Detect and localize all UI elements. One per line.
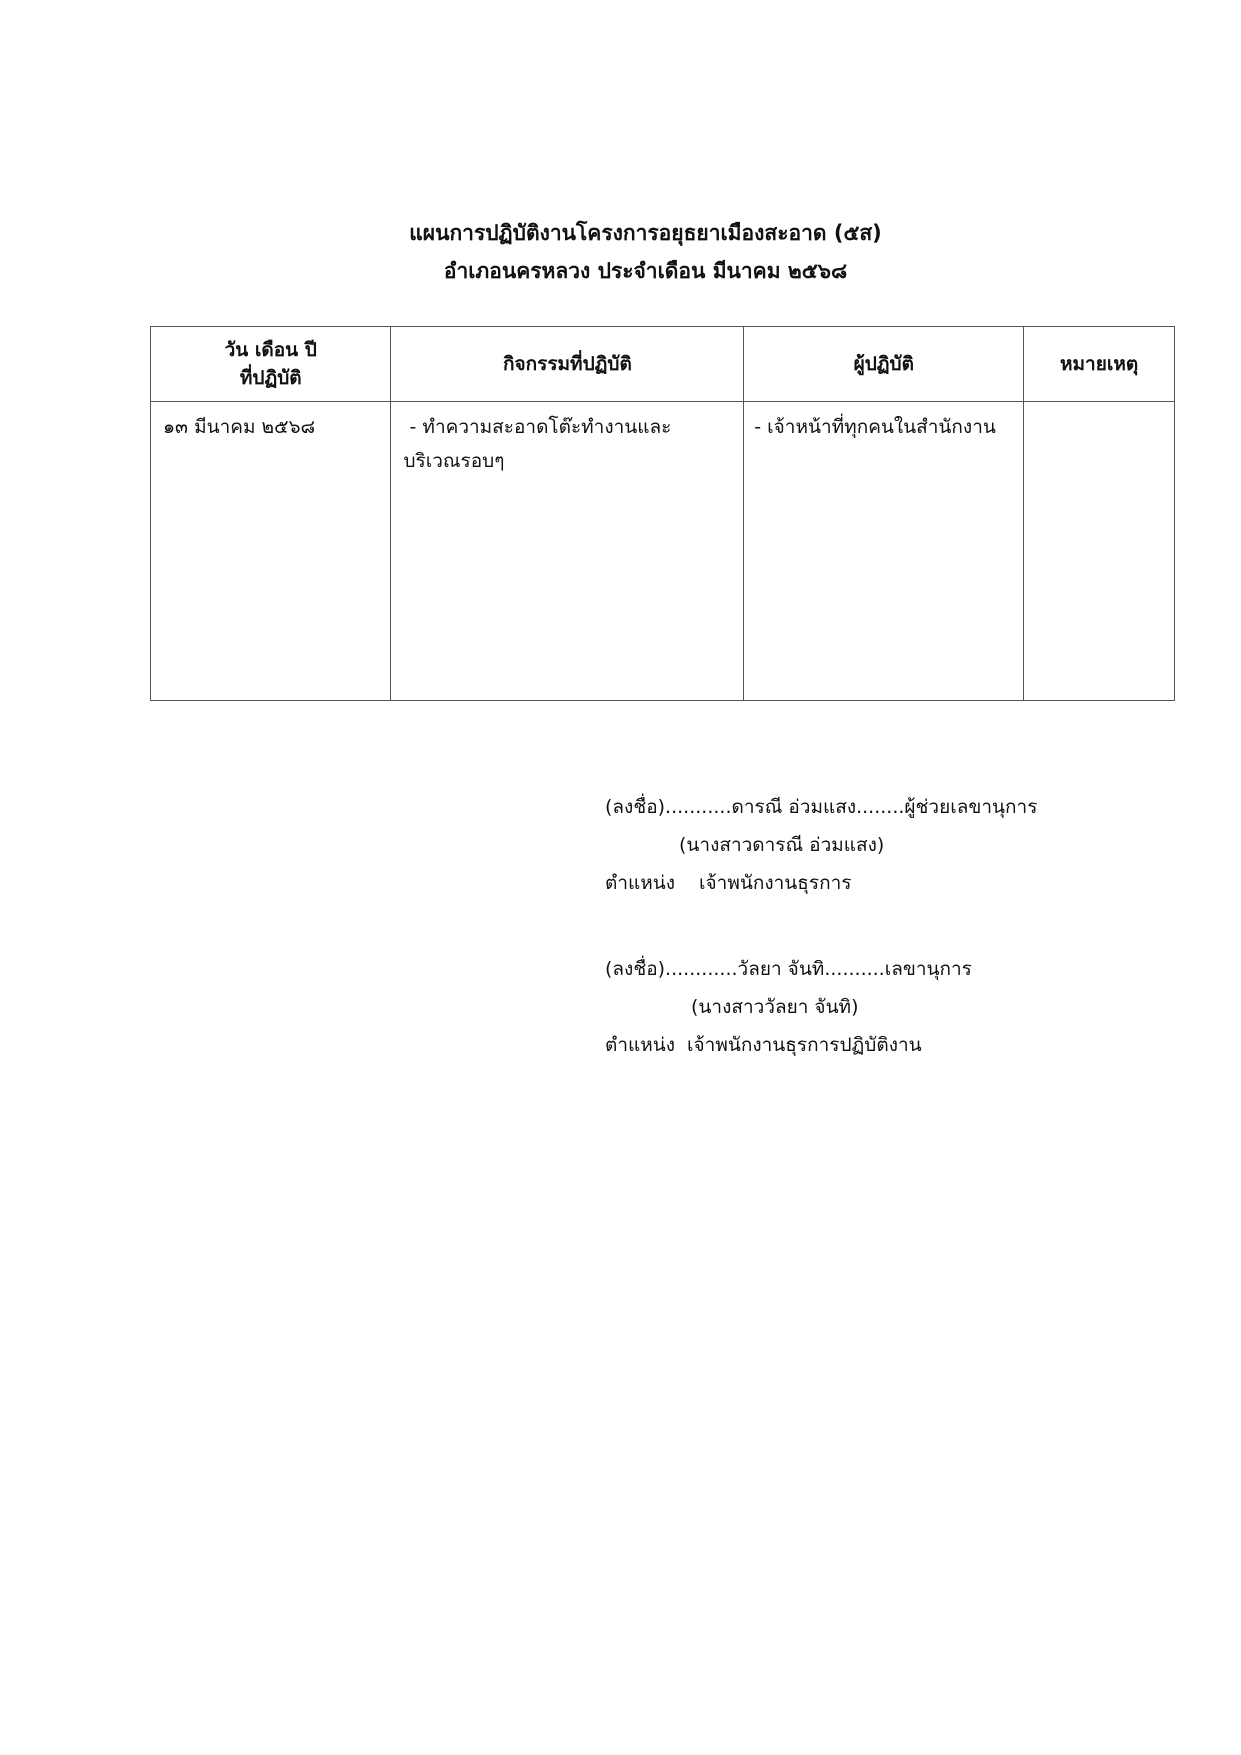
position-label: ตำแหน่ง	[605, 1034, 676, 1056]
position-value: เจ้าพนักงานธุรการ	[699, 872, 852, 894]
header-date-line-2: ที่ปฏิบัติ	[239, 367, 302, 389]
position-value: เจ้าพนักงานธุรการปฏิบัติงาน	[687, 1034, 922, 1056]
performer-value: - เจ้าหน้าที่ทุกคนในสำนักงาน	[754, 416, 996, 438]
document-title	[0, 214, 1241, 290]
header-remark: หมายเหตุ	[1024, 327, 1175, 402]
activity-line-2: บริเวณรอบๆ	[403, 450, 505, 472]
table-row	[151, 402, 1175, 701]
signature-position	[605, 1026, 1165, 1064]
cell-performer	[744, 402, 1024, 701]
signature-full-name: (นางสาววัลยา จันทิ)	[691, 996, 859, 1018]
plan-table	[150, 326, 1175, 701]
signature-block-2	[605, 950, 1165, 1064]
position-label: ตำแหน่ง	[605, 872, 676, 894]
cell-remark	[1024, 402, 1175, 701]
activity-line-1: - ทำความสะอาดโต๊ะทำงานและ	[403, 416, 672, 438]
cell-activity	[391, 402, 744, 701]
header-date	[151, 327, 391, 402]
header-performer: ผู้ปฏิบัติ	[744, 327, 1024, 402]
header-date-line-1: วัน เดือน ปี	[224, 339, 317, 361]
date-value: ๑๓ มีนาคม ๒๕๖๘	[163, 416, 316, 438]
signature-block-1	[605, 788, 1165, 902]
table-header-row	[151, 327, 1175, 402]
signature-line: (ลงชื่อ)...........ดารณี อ่วมแสง........ผู้ช่วยเลขานุการ	[605, 796, 1038, 818]
signature-full-name: (นางสาวดารณี อ่วมแสง)	[679, 834, 885, 856]
remark-value	[1024, 402, 1174, 410]
header-activity: กิจกรรมที่ปฏิบัติ	[391, 327, 744, 402]
cell-date	[151, 402, 391, 701]
title-line-1: แผนการปฏิบัติงานโครงการอยุธยาเมืองสะอาด (๕ส)	[409, 221, 882, 245]
signature-position	[605, 864, 1165, 902]
title-line-2: อำเภอนครหลวง ประจำเดือน มีนาคม ๒๕๖๘	[443, 259, 848, 283]
signature-line: (ลงชื่อ)............วัลยา จันทิ..........เลขานุการ	[605, 958, 972, 980]
